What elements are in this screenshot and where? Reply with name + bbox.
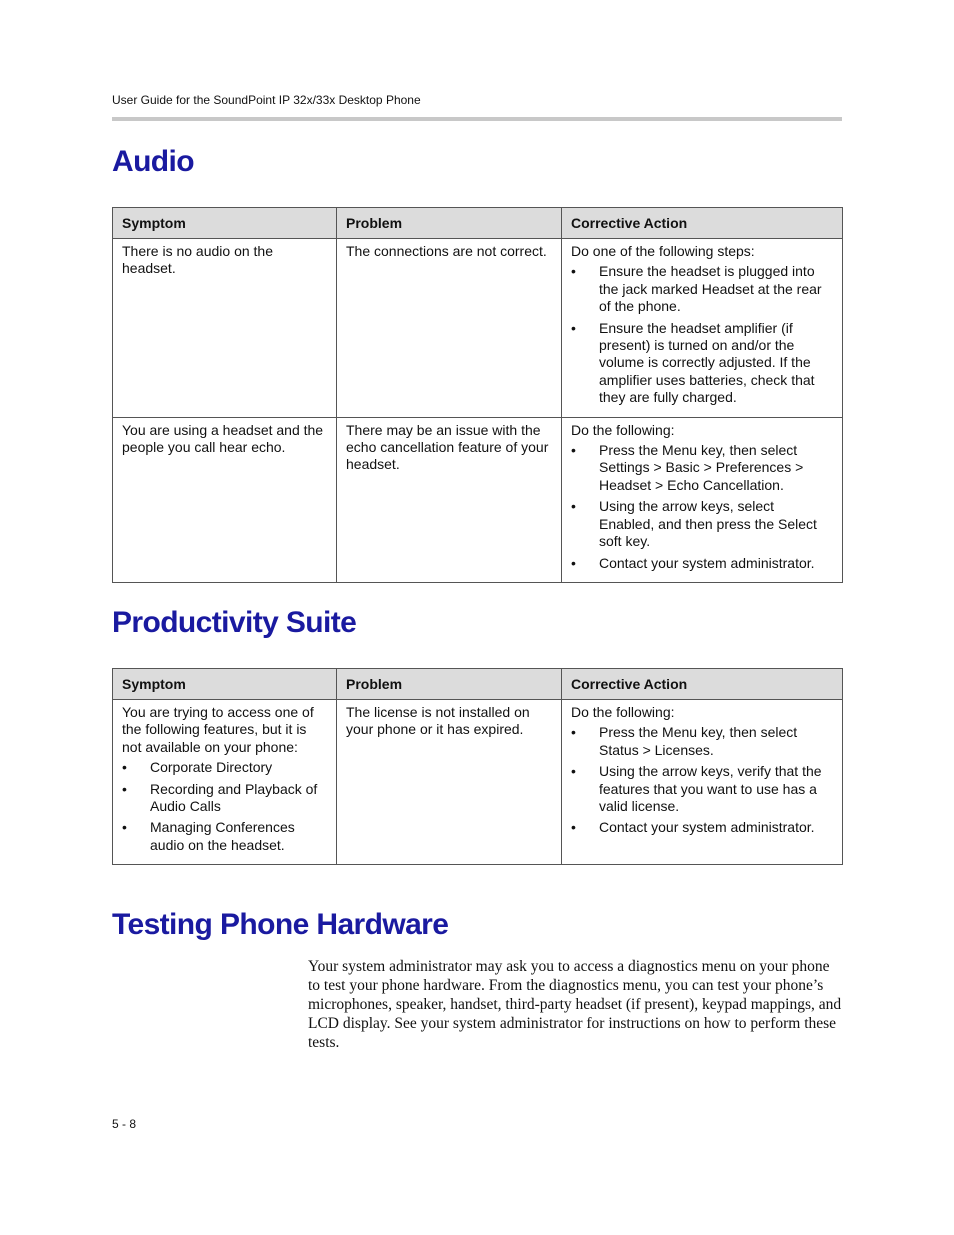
list-item: • Corporate Directory: [122, 759, 327, 776]
page-number: 5 - 8: [112, 1117, 137, 1131]
action-list: [571, 442, 833, 572]
corrective-action-cell: [562, 239, 843, 418]
symptom-cell: There is no audio on the headset.: [113, 239, 337, 418]
symptom-cell: [113, 700, 337, 865]
corrective-action-cell: [562, 700, 843, 865]
list-item: • Managing Conferences audio on the headset.: [122, 819, 327, 854]
column-header-symptom: Symptom: [113, 208, 337, 239]
column-header-problem: Problem: [337, 208, 562, 239]
table-row: [113, 700, 843, 865]
list-item: • Ensure the headset amplifier (if present) is turned on and/or the volume is correctly adjusted. If the amplifier uses batteries, check that they are fully charged.: [571, 320, 833, 407]
header-rule: [112, 117, 842, 121]
section-title-testing-phone-hardware: Testing Phone Hardware: [112, 908, 449, 941]
list-item: • Contact your system administrator.: [571, 819, 833, 836]
symptom-intro: You are trying to access one of the following features, but it is not available on your phone:: [122, 704, 314, 755]
symptom-cell: You are using a headset and the people you call hear echo.: [113, 417, 337, 582]
list-item: • Press the Menu key, then select Settings > Basic > Preferences > Headset > Echo Cancellation.: [571, 442, 833, 494]
problem-cell: The connections are not correct.: [337, 239, 562, 418]
problem-cell: The license is not installed on your phone or it has expired.: [337, 700, 562, 865]
body-paragraph: Your system administrator may ask you to access a diagnostics menu on your phone to test your phone hardware. From the diagnostics menu, you can test your phone’s microphones, speaker, handset, third-party headset (if present), keypad mappings, and LCD display. See your system administrator for instructions on how to perform these tests.: [308, 958, 842, 1051]
table-header-row: [113, 669, 843, 700]
column-header-symptom: Symptom: [113, 669, 337, 700]
corrective-action-cell: [562, 417, 843, 582]
action-intro: Do the following:: [571, 704, 675, 720]
audio-troubleshooting-table: [112, 207, 843, 583]
list-item: • Ensure the headset is plugged into the jack marked Headset at the rear of the phone.: [571, 263, 833, 315]
list-item: • Contact your system administrator.: [571, 555, 833, 572]
symptom-list: [122, 759, 327, 854]
table-row: [113, 417, 843, 582]
action-intro: Do the following:: [571, 421, 675, 438]
section-title-productivity-suite: Productivity Suite: [112, 606, 357, 639]
list-item: • Press the Menu key, then select Status > Licenses.: [571, 724, 833, 759]
action-list: [571, 724, 833, 836]
problem-cell: There may be an issue with the echo cancellation feature of your headset.: [337, 417, 562, 582]
action-list: [571, 263, 833, 406]
list-item: • Using the arrow keys, verify that the features that you want to use has a valid license.: [571, 763, 833, 815]
list-item: • Using the arrow keys, select Enabled, and then press the Select soft key.: [571, 498, 833, 550]
list-item: • Recording and Playback of Audio Calls: [122, 781, 327, 816]
productivity-troubleshooting-table: [112, 668, 843, 865]
column-header-corrective-action: Corrective Action: [562, 669, 843, 700]
action-intro: Do one of the following steps:: [571, 243, 755, 259]
running-header: User Guide for the SoundPoint IP 32x/33x Desktop Phone: [112, 93, 421, 107]
column-header-corrective-action: Corrective Action: [562, 208, 843, 239]
column-header-problem: Problem: [337, 669, 562, 700]
table-row: [113, 239, 843, 418]
section-title-audio: Audio: [112, 145, 194, 178]
table-header-row: [113, 208, 843, 239]
